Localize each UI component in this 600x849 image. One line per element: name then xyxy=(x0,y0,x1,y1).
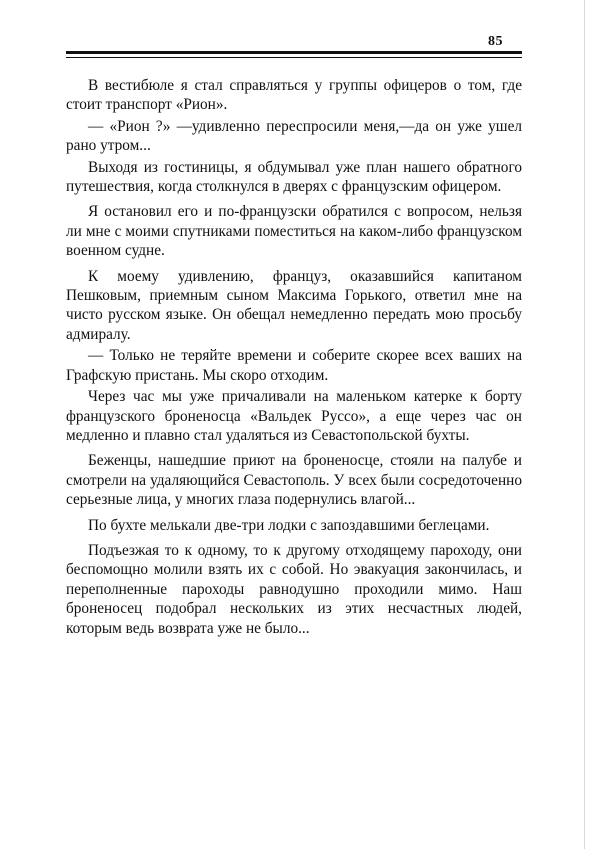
page-number: 85 xyxy=(488,34,503,49)
header-rule-thick xyxy=(66,51,522,54)
paragraph: Подъезжая то к одному, то к другому отходящему пароходу, они беспомощно молили взять их с собой. Но эвакуация закончилась, и переполненные пароходы равнодушно проходили мимо. Наш броненосец подобрал нескольких из этих несчастных людей, которым ведь возврата уже не было... xyxy=(66,541,522,637)
paragraph: — Только не теряйте времени и соберите скорее всех ваших на Графскую пристань. Мы скоро отходим. xyxy=(66,347,522,384)
paragraph: Выходя из гостиницы, я обдумывал уже план нашего обратного путешествия, когда столкнулся в дверях с французским офицером. xyxy=(66,158,522,196)
paragraph: Я остановил его и по-французски обратился с вопросом, нельзя ли мне с моими спутниками поместиться на каком-либо французском военном судне. xyxy=(66,203,522,260)
header-rule-thin xyxy=(66,57,522,58)
paragraph: Беженцы, нашедшие приют на броненосце, стояли на палубе и смотрели на удаляющийся Севастополь. У всех были сосредоточенно серьезные лица, у многих глаза подернулись влагой... xyxy=(66,452,522,509)
paragraph: — «Рион ?» —удивленно переспросили меня,—да он уже ушел рано утром... xyxy=(66,117,522,155)
paragraph: К моему удивлению, француз, оказавшийся капитаном Пешковым, приемным сыном Максима Горького, ответил мне на чисто русском языке. Он обещал немедленно передать мою просьбу адмиралу. xyxy=(66,267,522,343)
paragraph: Через час мы уже причаливали на маленьком катерке к борту французского броненосца «Вальдек Руссо», а еще через час он медленно и плавно стал удаляться из Севастопольской бухты. xyxy=(66,388,522,444)
text-body xyxy=(66,76,522,644)
paragraph: По бухте мелькали две-три лодки с запоздавшими беглецами. xyxy=(88,516,490,534)
paragraph: В вестибюле я стал справляться у группы офицеров о том, где стоит транспорт «Рион». xyxy=(66,77,522,114)
page-edge xyxy=(584,0,585,849)
